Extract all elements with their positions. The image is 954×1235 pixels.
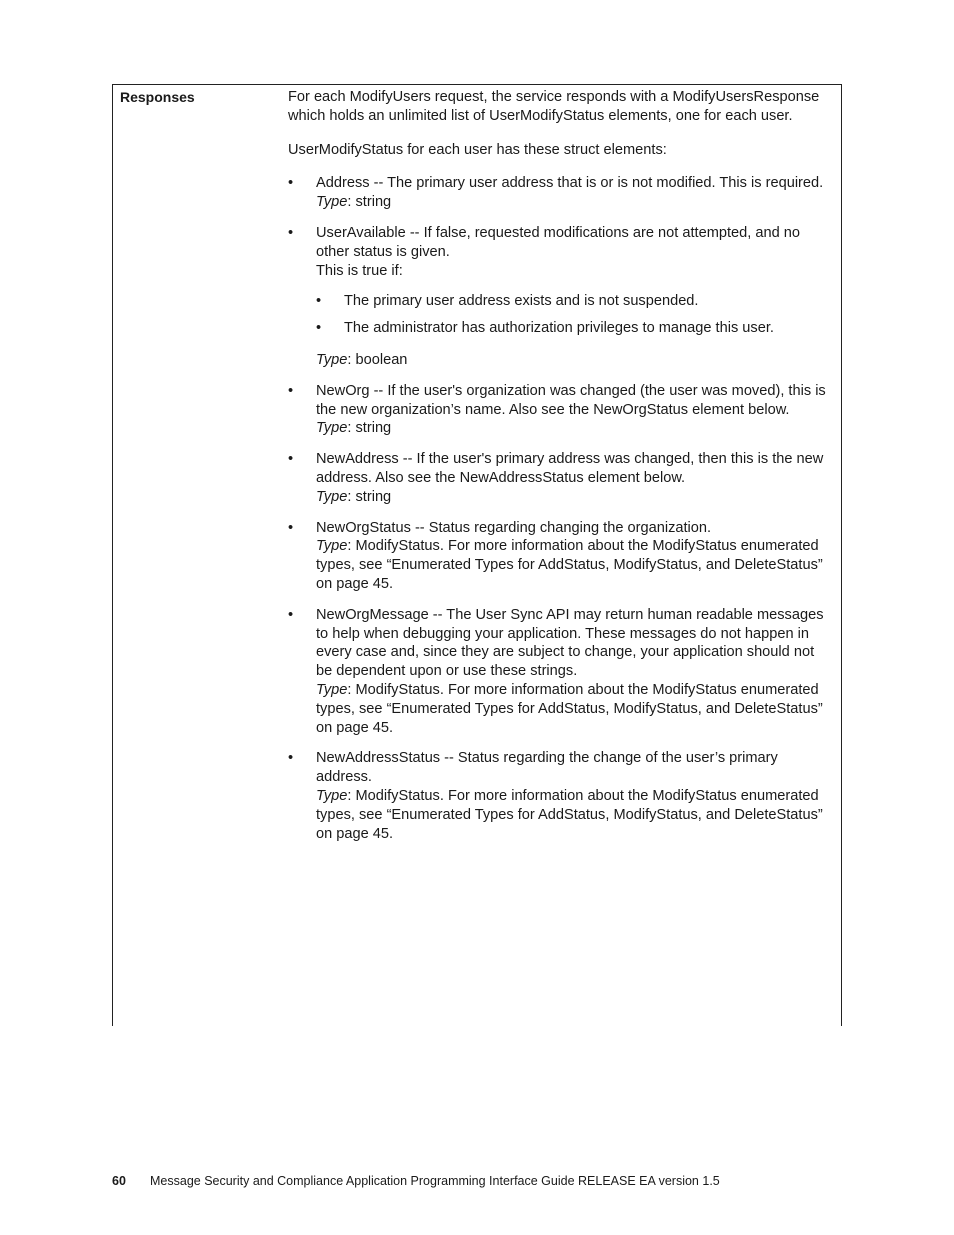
item-type: Type: ModifyStatus. For more information about the ModifyStatus enumerated types, see “Enumerated Types for AddStatus, ModifyStatus, and DeleteStatus” on page 45. (316, 787, 823, 842)
footer-title: Message Security and Compliance Application Programming Interface Guide RELEASE EA version 1.5 (150, 1174, 720, 1188)
sub-list-item (316, 319, 833, 338)
item-extra: This is true if: (316, 262, 403, 279)
row-content (288, 88, 833, 855)
list-item-newaddressstatus (288, 749, 833, 843)
list-item-neworgmessage (288, 606, 833, 738)
sub-item-text: The primary user address exists and is not suspended. (344, 293, 699, 310)
item-type: Type: ModifyStatus. For more information about the ModifyStatus enumerated types, see “Enumerated Types for AddStatus, ModifyStatus, and DeleteStatus” on page 45. (316, 538, 823, 592)
list-item-useravailable (288, 224, 833, 370)
bullet-icon: • (288, 451, 294, 468)
list-item-neworgstatus (288, 519, 833, 594)
item-text: NewAddress -- If the user's primary address was changed, then this is the new address. Also see the NewAddressStatus element below. (316, 451, 824, 486)
list-item-neworg (288, 382, 833, 438)
row-label: Responses (120, 89, 195, 105)
intro-paragraph-2: UserModifyStatus for each user has these struct elements: (288, 141, 667, 158)
bullet-icon: • (288, 382, 294, 399)
sub-list-item (316, 292, 833, 311)
item-type: Type: ModifyStatus. For more information about the ModifyStatus enumerated types, see “Enumerated Types for AddStatus, ModifyStatus, and DeleteStatus” on page 45. (316, 681, 823, 736)
bullet-icon: • (288, 519, 294, 536)
bullet-icon: • (288, 750, 294, 767)
item-text: NewOrgStatus -- Status regarding changing the organization. (316, 519, 712, 536)
item-type: Type: string (316, 194, 392, 211)
item-text: NewOrg -- If the user's organization was changed (the user was moved), this is the new organization’s name. Also see the NewOrgStatus element below. (316, 382, 826, 418)
item-text: NewOrgMessage -- The User Sync API may return human readable messages to help when debugging your application. These messages do not happen in every case and, since they are subject to change, your application should not be dependent upon or use these strings. (316, 606, 824, 680)
list-item-newaddress (288, 450, 833, 506)
bullet-icon: • (288, 175, 294, 192)
sub-item-text: The administrator has authorization privileges to manage this user. (344, 320, 774, 337)
item-text: UserAvailable -- If false, requested modifications are not attempted, and no other status is given. (316, 224, 801, 260)
intro-paragraph: For each ModifyUsers request, the service responds with a ModifyUsersResponse which holds an unlimited list of UserModifyStatus elements, one for each user. (288, 89, 820, 124)
bullet-icon: • (288, 606, 294, 623)
item-type: Type: string (316, 420, 392, 437)
item-text: NewAddressStatus -- Status regarding the change of the user’s primary address. (316, 750, 778, 786)
page-footer (112, 1174, 720, 1189)
item-type: Type: string (316, 488, 392, 505)
page-number: 60 (112, 1174, 126, 1188)
bullet-icon: • (288, 224, 294, 241)
list-item-address (288, 174, 833, 212)
bullet-icon: • (316, 293, 322, 310)
item-text: Address -- The primary user address that is or is not modified. This is required. (316, 175, 824, 192)
bullet-icon: • (316, 320, 322, 337)
item-type: Type: boolean (316, 351, 408, 368)
